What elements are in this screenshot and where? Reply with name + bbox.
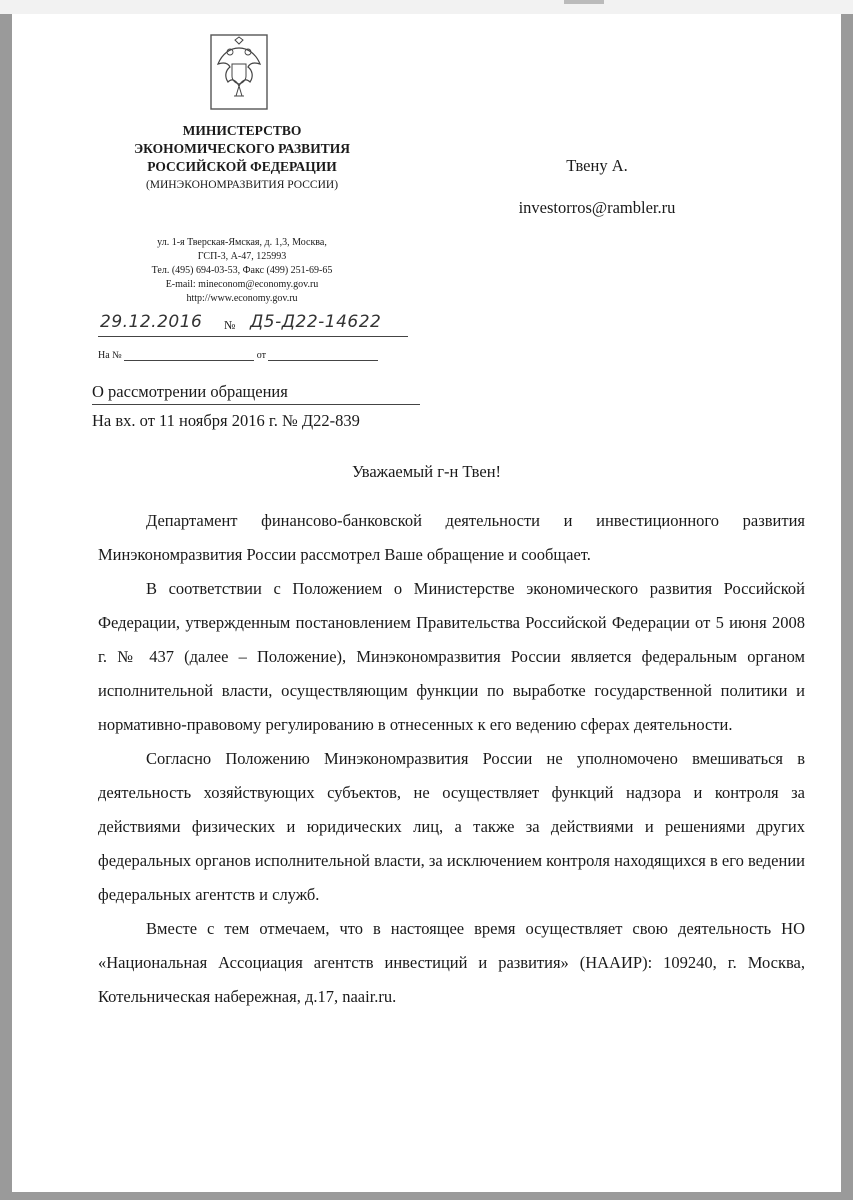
registration-underline	[98, 336, 408, 337]
ref-number-blank	[124, 360, 254, 361]
phone-fax: Тел. (495) 694-03-53, Факс (499) 251-69-65	[151, 265, 333, 276]
body-paragraph: Согласно Положению Минэкономразвития России не уполномочено вмешиваться в деятельность хозяйствующих субъектов, не осуществляет функций надзора и контроля за действиями физических и юридических лиц, а также за действиями и решениями других федеральных органов исполнительной власти, за исключением контроля находящихся в его ведении федеральных агентств и служб.	[98, 749, 805, 904]
org-line-1: МИНИСТЕРСТВО	[182, 123, 302, 138]
body-paragraph: Департамент финансово-банковской деятельности и инвестиционного развития Минэкономразвития России рассмотрел Ваше обращение и сообщает.	[98, 511, 805, 564]
number-prefix: №	[224, 318, 236, 332]
ref-from-label: от	[256, 350, 266, 361]
ref-date-blank	[268, 360, 378, 361]
org-line-2: ЭКОНОМИЧЕСКОГО РАЗВИТИЯ	[134, 141, 350, 156]
ref-label: На №	[98, 350, 122, 361]
address-line-2: ГСП-3, А-47, 125993	[197, 251, 287, 262]
ministry-name-block	[112, 122, 372, 194]
recipient-name: Твену А.	[566, 156, 628, 175]
subject-title: О рассмотрении обращения	[92, 382, 420, 405]
email-line: E-mail: mineconom@economy.gov.ru	[165, 279, 319, 290]
ministry-address-block	[112, 236, 372, 306]
recipient-email: investorros@rambler.ru	[518, 198, 676, 217]
registration-row	[98, 310, 418, 340]
reference-row	[98, 350, 378, 361]
org-abbreviation: (МИНЭКОНОМРАЗВИТИЯ РОССИИ)	[145, 179, 339, 191]
org-line-3: РОССИЙСКОЙ ФЕДЕРАЦИИ	[147, 159, 337, 174]
viewer-top-bar	[0, 0, 853, 14]
address-line-1: ул. 1-я Тверская-Ямская, д. 1,3, Москва,	[157, 237, 327, 248]
website-line: http://www.economy.gov.ru	[186, 293, 298, 304]
salutation: Уважаемый г-н Твен!	[351, 462, 502, 481]
subject-block	[92, 382, 422, 431]
document-page	[12, 14, 841, 1192]
body-paragraph: В соответствии с Положением о Министерстве экономического развития Российской Федерации, утвержденным постановлением Правительства Российской Федерации от 5 июня 2008 г. № 437 (далее – Положение), Минэкономразвития России является федеральным органом исполнительной власти, осуществляющим функции по выработке государственной политики и нормативно-правовому регулированию в отнесенных к его ведению сферах деятельности.	[98, 579, 805, 734]
coat-of-arms-emblem	[210, 34, 268, 110]
body-paragraph: Вместе с тем отмечаем, что в настоящее время осуществляет свою деятельность НО «Национальная Ассоциация агентств инвестиций и развития» (НААИР): 109240, г. Москва, Котельническая набережная, д.17, naair.ru.	[98, 919, 805, 1006]
letter-body	[98, 504, 805, 1014]
handwritten-date: 29.12.2016	[100, 312, 203, 332]
incoming-reference: На вх. от 11 ноября 2016 г. № Д22-839	[92, 411, 360, 430]
recipient-block	[482, 156, 712, 218]
handwritten-number: Д5-Д22-14622	[250, 312, 382, 332]
viewer-tab-indicator[interactable]	[564, 0, 604, 4]
